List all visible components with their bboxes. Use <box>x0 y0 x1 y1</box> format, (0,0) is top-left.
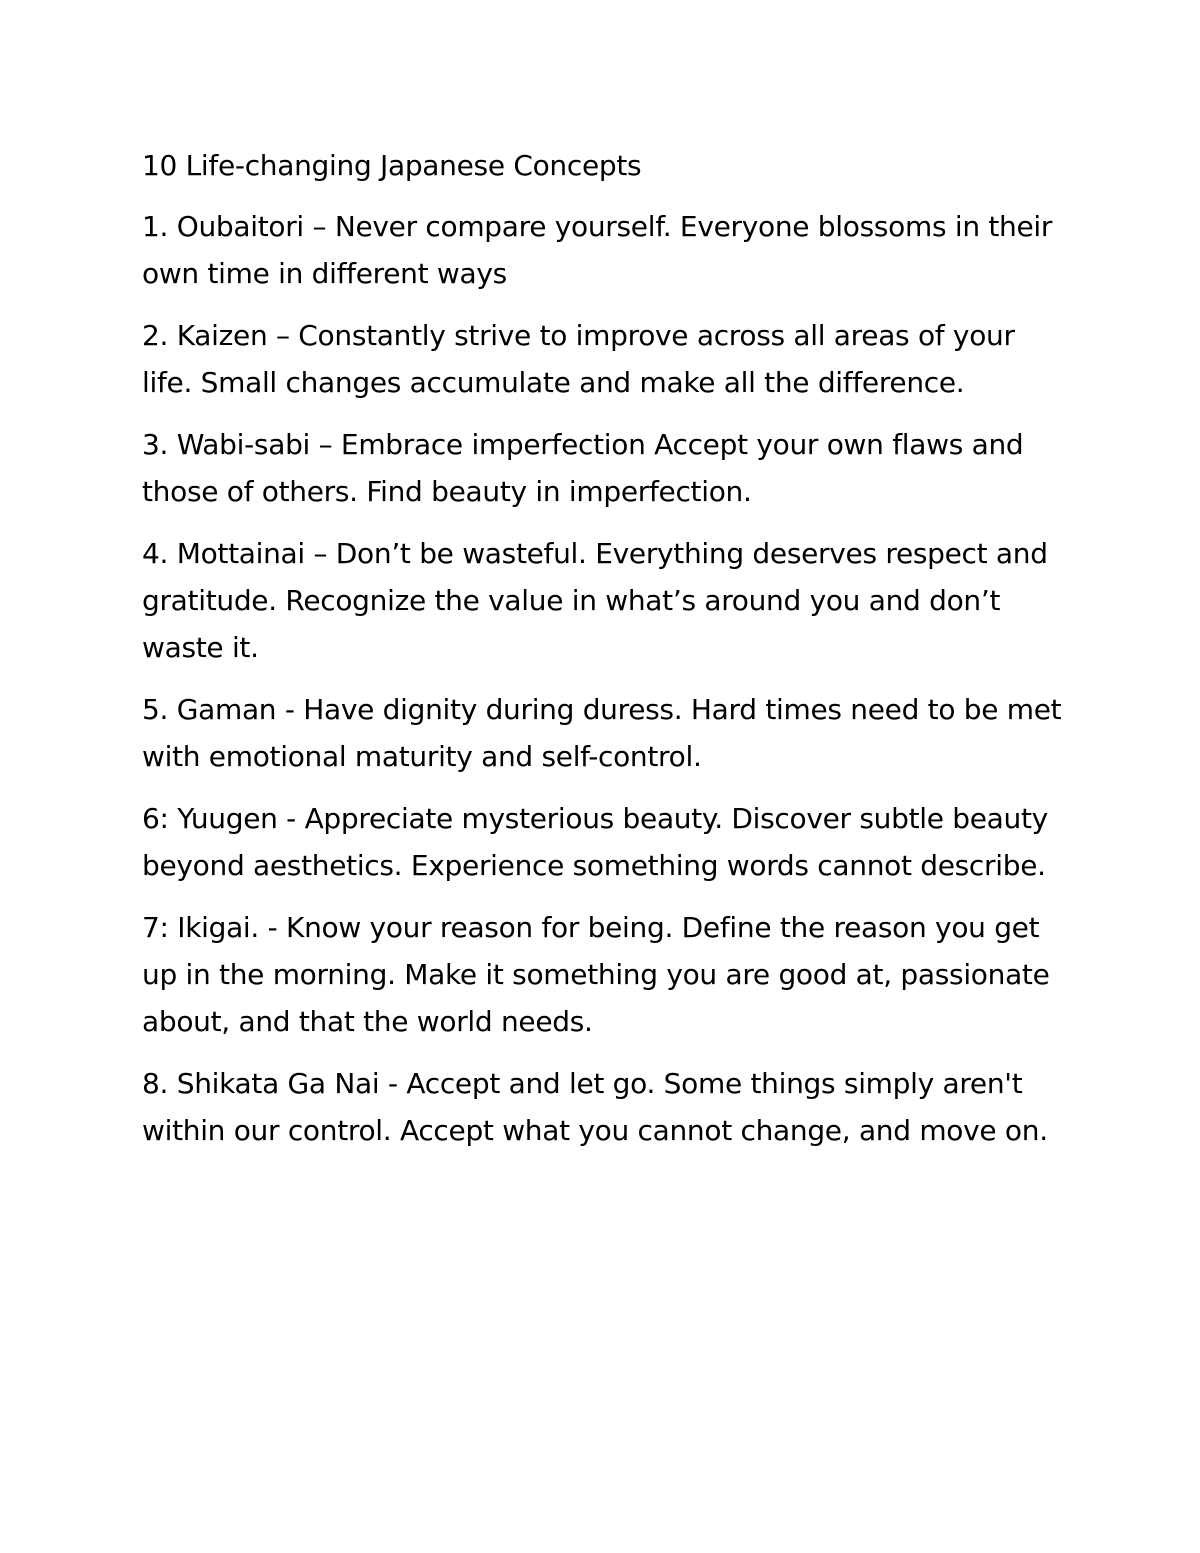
concept-item-1: 1. Oubaitori – Never compare yourself. Everyone blossoms in their own time in different ways <box>142 210 1053 290</box>
concept-item-2: 2. Kaizen – Constantly strive to improve across all areas of your life. Small changes accumulate and make all the difference. <box>142 319 1015 399</box>
concept-item-8: 8. Shikata Ga Nai - Accept and let go. Some things simply aren't within our control. Accept what you cannot change, and move on. <box>142 1067 1048 1147</box>
concept-item-6: 6: Yuugen - Appreciate mysterious beauty. Discover subtle beauty beyond aesthetics. Experience something words cannot describe. <box>142 802 1048 882</box>
concept-item-5: 5. Gaman - Have dignity during duress. Hard times need to be met with emotional maturity and self-control. <box>142 693 1062 773</box>
concept-item-7: 7: Ikigai. - Know your reason for being. Define the reason you get up in the morning. Make it something you are good at, passionate about, and that the world needs. <box>142 911 1050 1038</box>
concept-item-3: 3. Wabi-sabi – Embrace imperfection Accept your own flaws and those of others. Find beauty in imperfection. <box>142 428 1024 508</box>
concept-item-4: 4. Mottainai – Don’t be wasteful. Everything deserves respect and gratitude. Recognize the value in what’s around you and don’t waste it. <box>142 537 1048 664</box>
document-title: 10 Life-changing Japanese Concepts <box>142 149 642 182</box>
document-body <box>142 142 1067 1169</box>
